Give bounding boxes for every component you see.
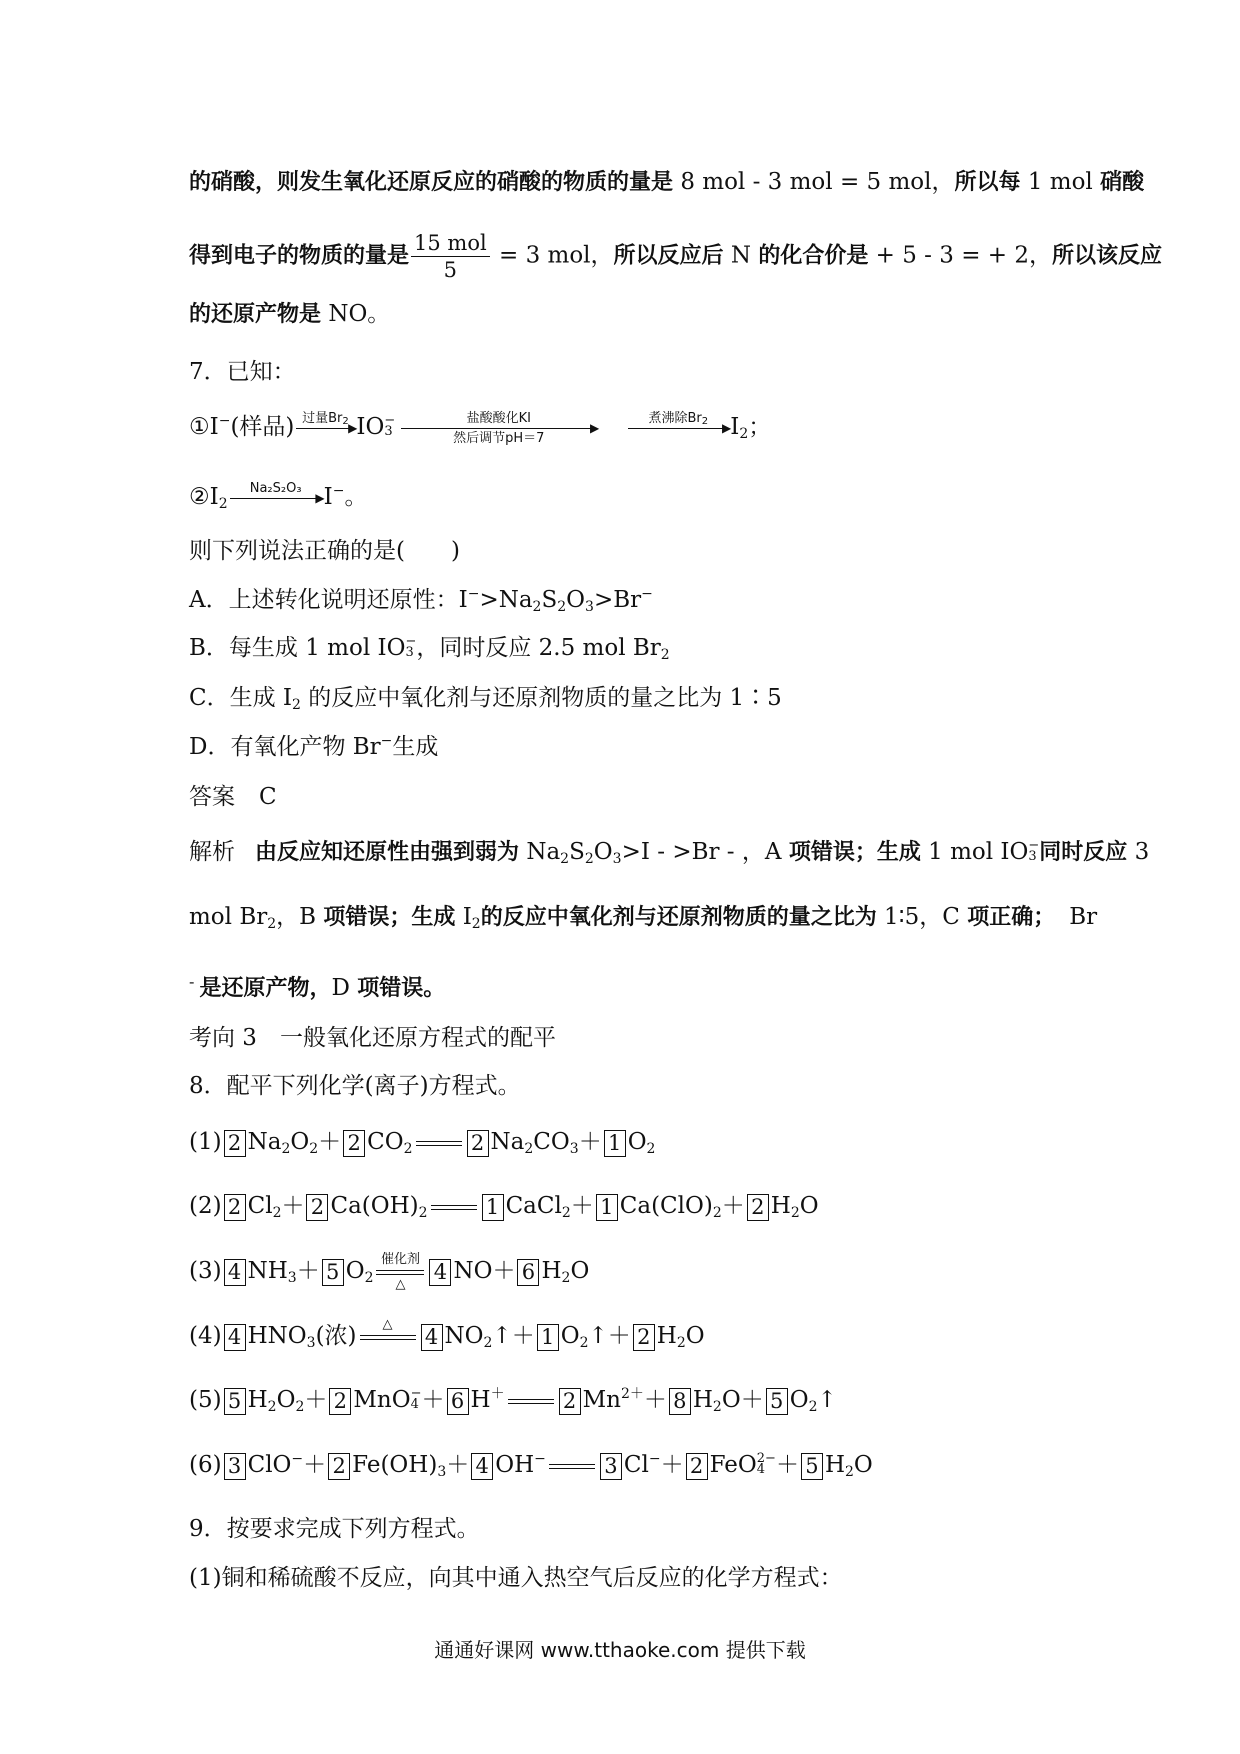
reaction-arrow: Na₂S₂O₃ ▶ xyxy=(230,498,322,499)
coefficient-box: 1 xyxy=(596,1194,618,1221)
coefficient-box: 1 xyxy=(482,1194,504,1221)
q8-stem: 8．配平下列化学(离子)方程式。 xyxy=(189,1073,521,1099)
q7-reaction-1: ①I−(样品) 过量$Br_2$ ▶ IO − 3 盐酸酸化KI ▶ 然后调节pH＝7 煮沸除$Br_2$ ▶ $I_2$； xyxy=(189,410,772,446)
q8-equation-3: (3) 4 $NH_3+ 5$ $O_2$ 催化剂 △ 4 NO＋ 6 $H_2O$ xyxy=(189,1251,590,1292)
coefficient-box: 3 xyxy=(600,1453,622,1480)
reaction-arrow: 过量$Br_2$ ▶ xyxy=(296,428,354,429)
q8-equation-5: (5) 5 $H_2O_2+ 2$ MnO − 4 ＋ 6 H＋ 2 $Mn^{2+}+ 8$ $H_2O+ 5$ $O_2↑$ xyxy=(189,1386,837,1415)
coefficient-box: 4 xyxy=(429,1259,451,1286)
coefficient-box: 2 xyxy=(467,1130,489,1157)
coefficient-box: 2 xyxy=(328,1453,350,1480)
q9-sub-1: (1)铜和稀硫酸不反应，向其中通入热空气后反应的化学方程式： xyxy=(189,1565,843,1591)
coefficient-box: 8 xyxy=(669,1388,691,1415)
q7-answer: 答案 C xyxy=(189,784,277,810)
equals-sign xyxy=(508,1399,554,1404)
page-footer: 通通好课网 www.tthaoke.com 提供下载 xyxy=(434,1638,806,1662)
q7-option-c: C．生成 $I_2$ 的反应中氧化剂与还原剂物质的量之比为 1∶5 xyxy=(189,685,782,713)
coefficient-box: 2 xyxy=(747,1194,769,1221)
q8-equation-1: (1) 2 $Na_2O_2+ 2$ $CO_2$ 2 $Na_2CO_3+ 1$ $O_2$ xyxy=(189,1129,656,1157)
prev-paragraph-line-2: 得到电子的物质的量是 $\frac{\text{15 mol}}{5}$ = 3 mol，所以反应后 N 的化合价是 + 5 - 3 = + 2，所以该反应 xyxy=(189,231,1163,282)
coefficient-box: 2 xyxy=(329,1388,351,1415)
coefficient-box: 4 xyxy=(421,1324,443,1351)
q8-equation-4: (4) 4 $HNO_3$(浓) △ 4 $NO_2↑+ 1$ $O_2↑+ 2$ $H_2O$ xyxy=(189,1316,705,1351)
coefficient-box: 5 xyxy=(801,1453,823,1480)
equals-sign: △ xyxy=(360,1335,416,1340)
coefficient-box: 4 xyxy=(224,1259,246,1286)
coefficient-box: 2 xyxy=(633,1324,655,1351)
q7-reaction-2: $②I_2$ Na₂S₂O₃ ▶ I−。 xyxy=(189,480,368,512)
q7-explanation-line-3: - 是还原产物，D 项错误。 xyxy=(189,972,446,1001)
coefficient-box: 1 xyxy=(604,1130,626,1157)
coefficient-box: 2 xyxy=(224,1130,246,1157)
coefficient-box: 6 xyxy=(517,1259,539,1286)
q7-option-a: A．上述转化说明还原性：$I^->Na_2S_2O_3>Br^-$ xyxy=(189,586,653,615)
q8-equation-6: (6) 3 ClO−＋ 2 $Fe(OH)_3+ 4$ OH− 3 Cl−＋ 2 FeO 2− 4 ＋ 5 $H_2O$ xyxy=(189,1451,873,1480)
fraction: $\frac{\text{15 mol}}{5}$ xyxy=(411,230,490,283)
coefficient-box: 1 xyxy=(537,1324,559,1351)
coefficient-box: 2 xyxy=(306,1194,328,1221)
coefficient-box: 3 xyxy=(224,1453,246,1480)
coefficient-box: 5 xyxy=(322,1259,344,1286)
q7-question: 则下列说法正确的是( ) xyxy=(189,538,460,564)
coefficient-box: 2 xyxy=(343,1130,365,1157)
coefficient-box: 5 xyxy=(766,1388,788,1415)
coefficient-box: 2 xyxy=(686,1453,708,1480)
q8-equation-2: (2) 2 $Cl_2+ 2$ $Ca(OH)_2$ 1 CaCl$_2$＋ 1 $Ca(ClO)_2+ 2$ $H_2O$ xyxy=(189,1193,819,1221)
coefficient-box: 6 xyxy=(447,1388,469,1415)
prev-paragraph-line-1: 的硝酸，则发生氧化还原反应的硝酸的物质的量是 8 mol - 3 mol = 5 mol，所以每 1 mol 硝酸 xyxy=(189,169,1145,195)
reaction-arrow: 煮沸除$Br_2$ ▶ xyxy=(628,428,728,429)
coefficient-box: 2 xyxy=(559,1388,581,1415)
equals-sign: 催化剂 △ xyxy=(376,1270,424,1275)
coefficient-box: 2 xyxy=(224,1194,246,1221)
prev-paragraph-line-3: 的还原产物是 NO。 xyxy=(189,301,391,327)
q7-option-d: D．有氧化产物 Br−生成 xyxy=(189,733,439,760)
q9-stem: 9．按要求完成下列方程式。 xyxy=(189,1516,480,1542)
equals-sign xyxy=(431,1205,477,1210)
coefficient-box: 4 xyxy=(471,1453,493,1480)
q7-explanation-line-2: mol $Br_2$，B 项错误；生成 $I_2$的反应中氧化剂与还原剂物质的量之比为 1∶5，C 项正确； Br xyxy=(189,904,1098,932)
equals-sign xyxy=(416,1141,462,1146)
reaction-arrow: 盐酸酸化KI ▶ 然后调节pH＝7 xyxy=(401,428,596,429)
equals-sign xyxy=(549,1464,595,1469)
q7-option-b: B．每生成 1 mol IO − 3 ，同时反应 2.5 mol $Br_2$ xyxy=(189,634,670,663)
q7-explanation-line-1: 解析 由反应知还原性由强到弱为 $Na_2S_2O_3>I - >Br$ - ，A 项错误；生成 1 mol IO − 3 同时反应 3 xyxy=(189,838,1150,867)
coefficient-box: 4 xyxy=(224,1324,246,1351)
coefficient-box: 5 xyxy=(224,1388,246,1415)
section-heading: 考向 3 一般氧化还原方程式的配平 xyxy=(189,1025,556,1051)
q7-stem: 7．已知： xyxy=(189,359,296,385)
